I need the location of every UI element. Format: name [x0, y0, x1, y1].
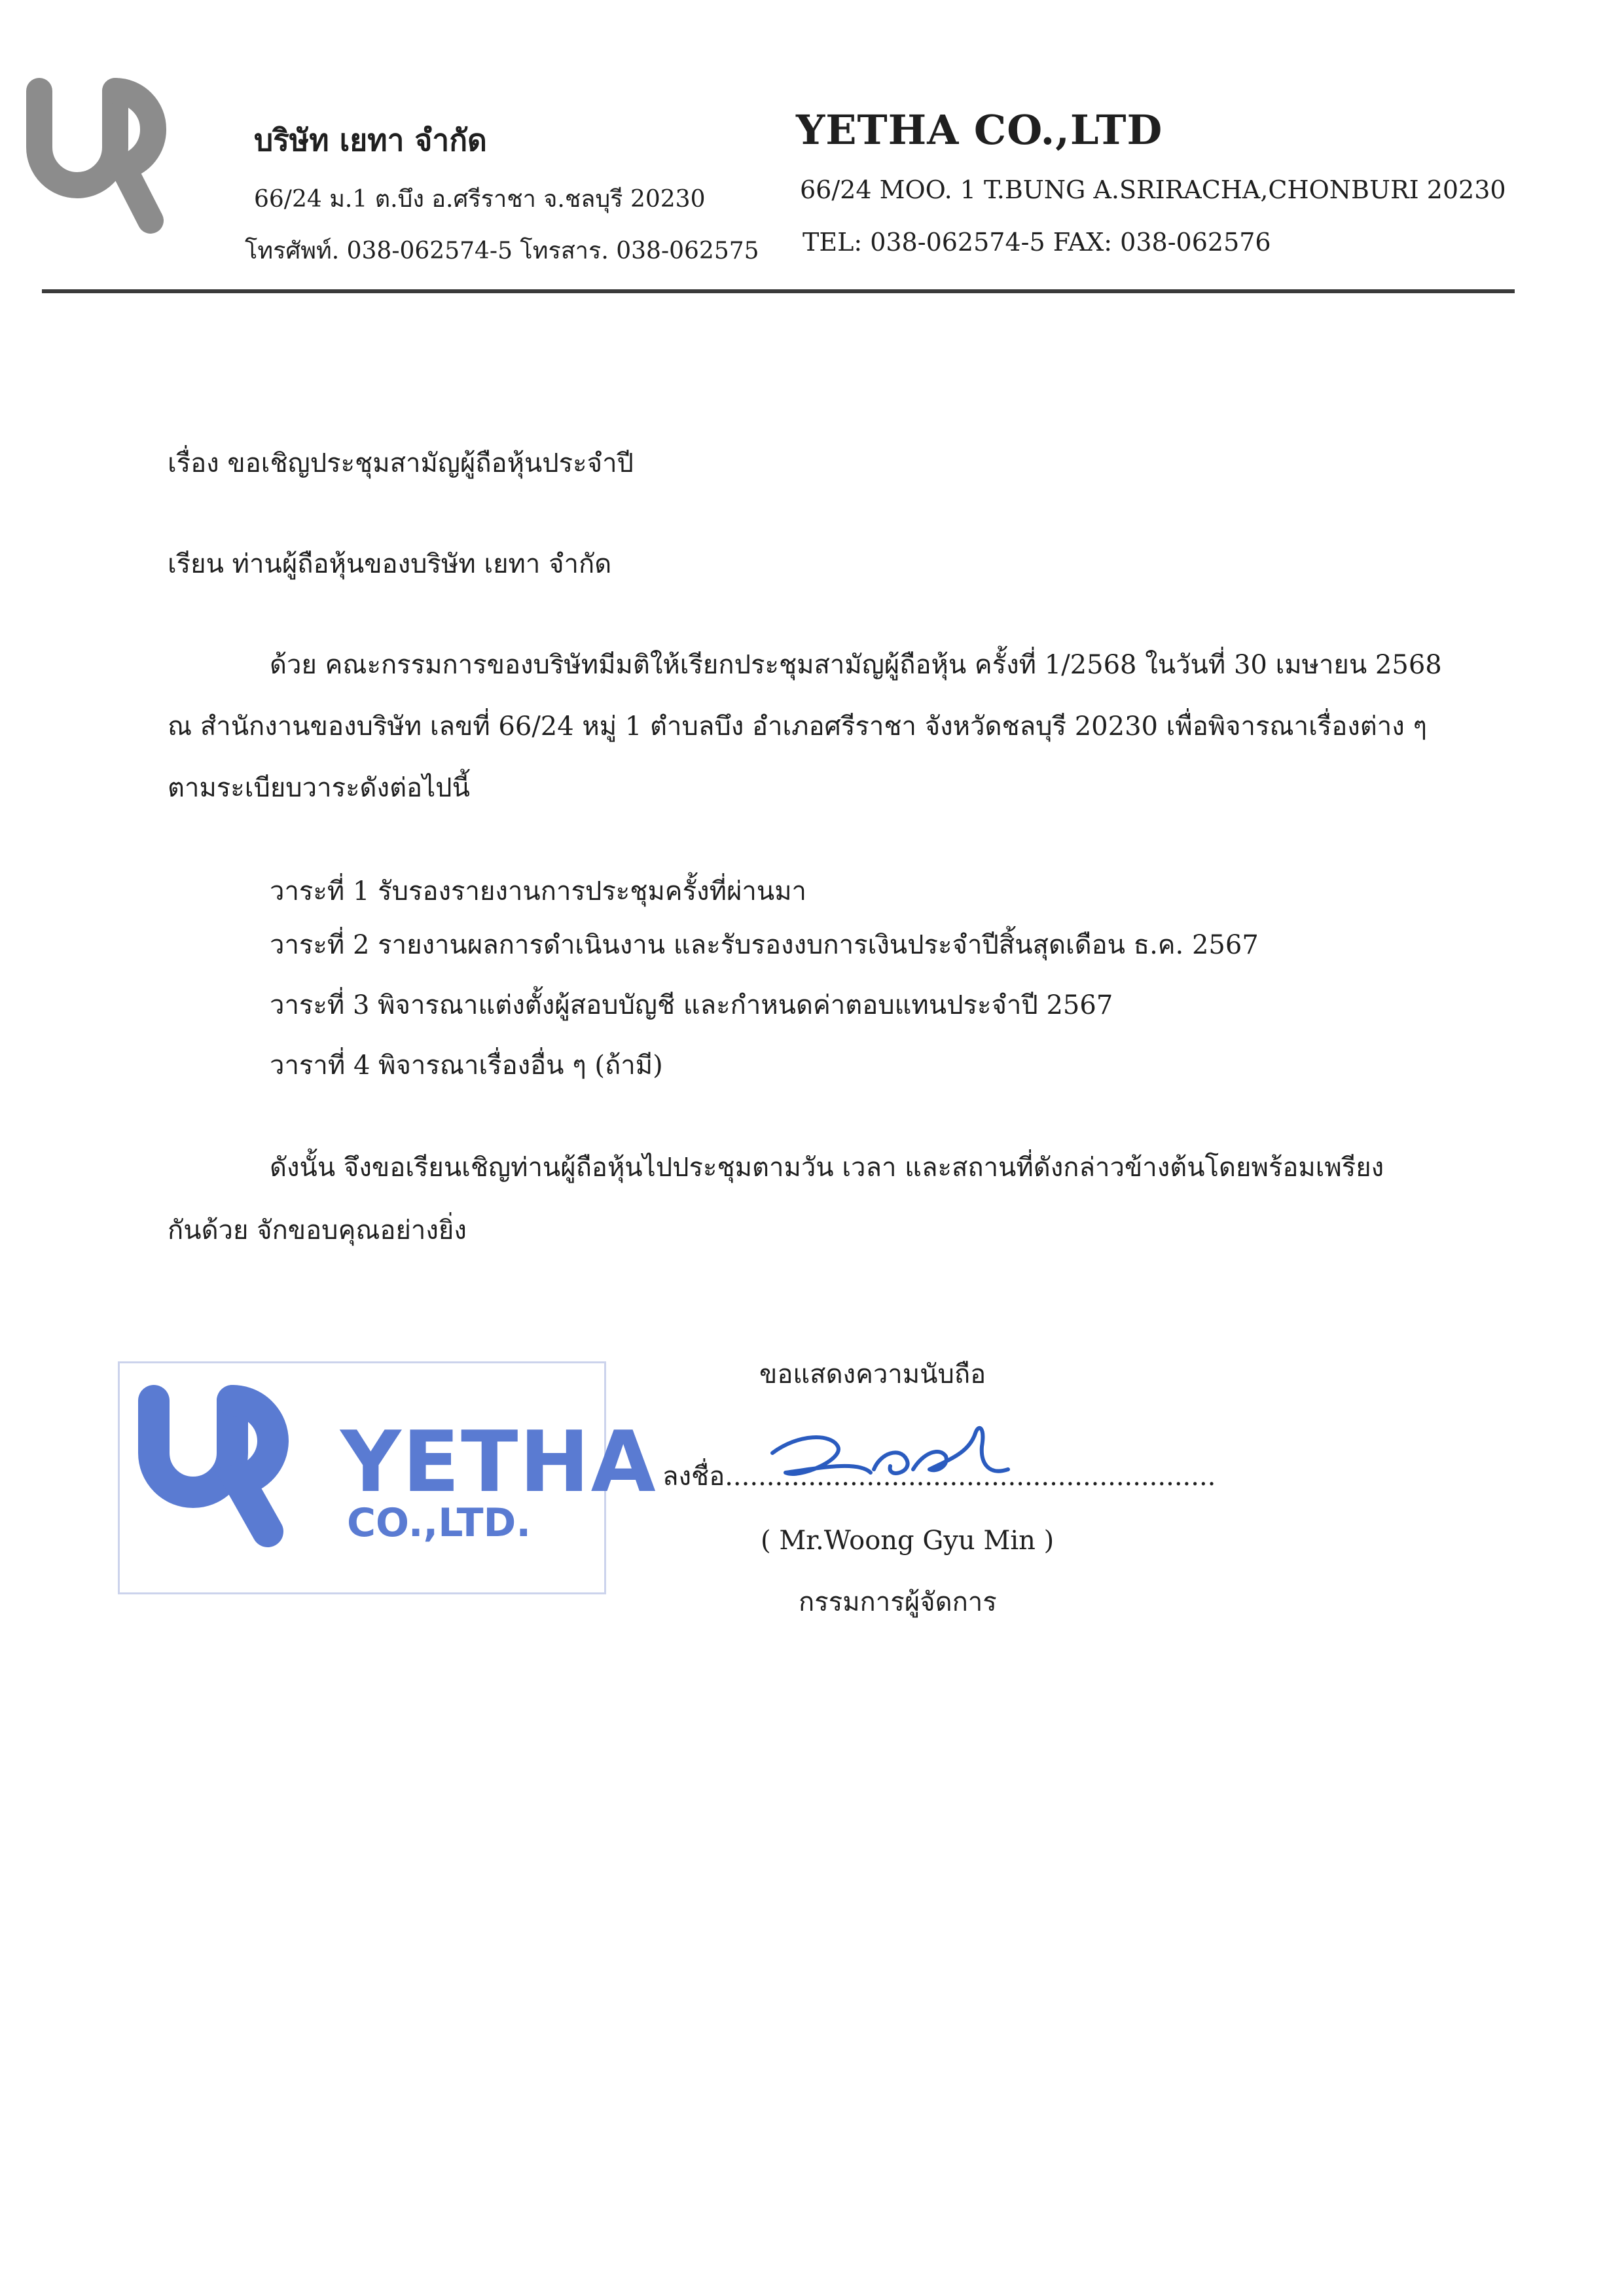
header-divider: [42, 289, 1515, 293]
signature-line: ลงชื่อ...........................................................: [662, 1462, 1216, 1492]
company-name-thai: บริษัท เยทา จำกัด: [254, 122, 487, 158]
handwritten-signature-icon: [759, 1407, 1015, 1499]
letter-salutation: เรียน ท่านผู้ถือหุ้นของบริษัท เยทา จำกัด: [168, 549, 612, 579]
paragraph-line: ด้วย คณะกรรมการของบริษัทมีมติให้เรียกประชุมสามัญผู้ถือหุ้น ครั้งที่ 1/2568 ในวันที่ 30 เมษายน 2568: [270, 650, 1442, 680]
company-address-thai: 66/24 ม.1 ต.บึง อ.ศรีราชา จ.ชลบุรี 20230: [254, 186, 706, 213]
company-logo-icon: [25, 69, 221, 239]
agenda-item: วาระที่ 2 รายงานผลการดำเนินงาน และรับรองงบการเงินประจำปีสิ้นสุดเดือน ธ.ค. 2567: [270, 930, 1259, 960]
paragraph-line: ณ สำนักงานของบริษัท เลขที่ 66/24 หมู่ 1 ตำบลบึง อำเภอศรีราชา จังหวัดชลบุรี 20230 เพื่อพิจารณาเรื่องต่าง ๆ: [168, 711, 1427, 742]
stamp-logo-icon: [134, 1374, 331, 1551]
paragraph-line: ตามระเบียบวาระดังต่อไปนี้: [168, 773, 470, 803]
company-phone-english: TEL: 038-062574-5 FAX: 038-062576: [803, 228, 1271, 257]
company-name-english: YETHA CO.,LTD: [796, 106, 1163, 154]
company-phone-thai: โทรศัพท์. 038-062574-5 โทรสาร. 038-062575: [245, 238, 759, 264]
signatory-title: กรรมการผู้จัดการ: [799, 1587, 997, 1617]
stamp-company-suffix: CO.,LTD.: [347, 1500, 532, 1546]
agenda-item: วาราที่ 4 พิจารณาเรื่องอื่น ๆ (ถ้ามี): [270, 1050, 663, 1081]
agenda-item: วาระที่ 3 พิจารณาแต่งตั้งผู้สอบบัญชี และกำหนดค่าตอบแทนประจำปี 2567: [270, 990, 1113, 1020]
signatory-name: ( Mr.Woong Gyu Min ): [761, 1526, 1055, 1556]
closing-phrase: ขอแสดงความนับถือ: [759, 1359, 986, 1390]
paragraph-line: ดังนั้น จึงขอเรียนเชิญท่านผู้ถือหุ้นไปประชุมตามวัน เวลา และสถานที่ดังกล่าวข้างต้นโดยพร้อมเพรียง: [270, 1153, 1384, 1183]
agenda-item: วาระที่ 1 รับรองรายงานการประชุมครั้งที่ผ่านมา: [270, 876, 807, 906]
paragraph-line: กันด้วย จักขอบคุณอย่างยิ่ง: [168, 1215, 467, 1246]
letter-subject: เรื่อง ขอเชิญประชุมสามัญผู้ถือหุ้นประจำปี: [168, 448, 634, 478]
stamp-company-word: YETHA: [340, 1414, 657, 1511]
company-address-english: 66/24 MOO. 1 T.BUNG A.SRIRACHA,CHONBURI 20230: [800, 175, 1506, 204]
